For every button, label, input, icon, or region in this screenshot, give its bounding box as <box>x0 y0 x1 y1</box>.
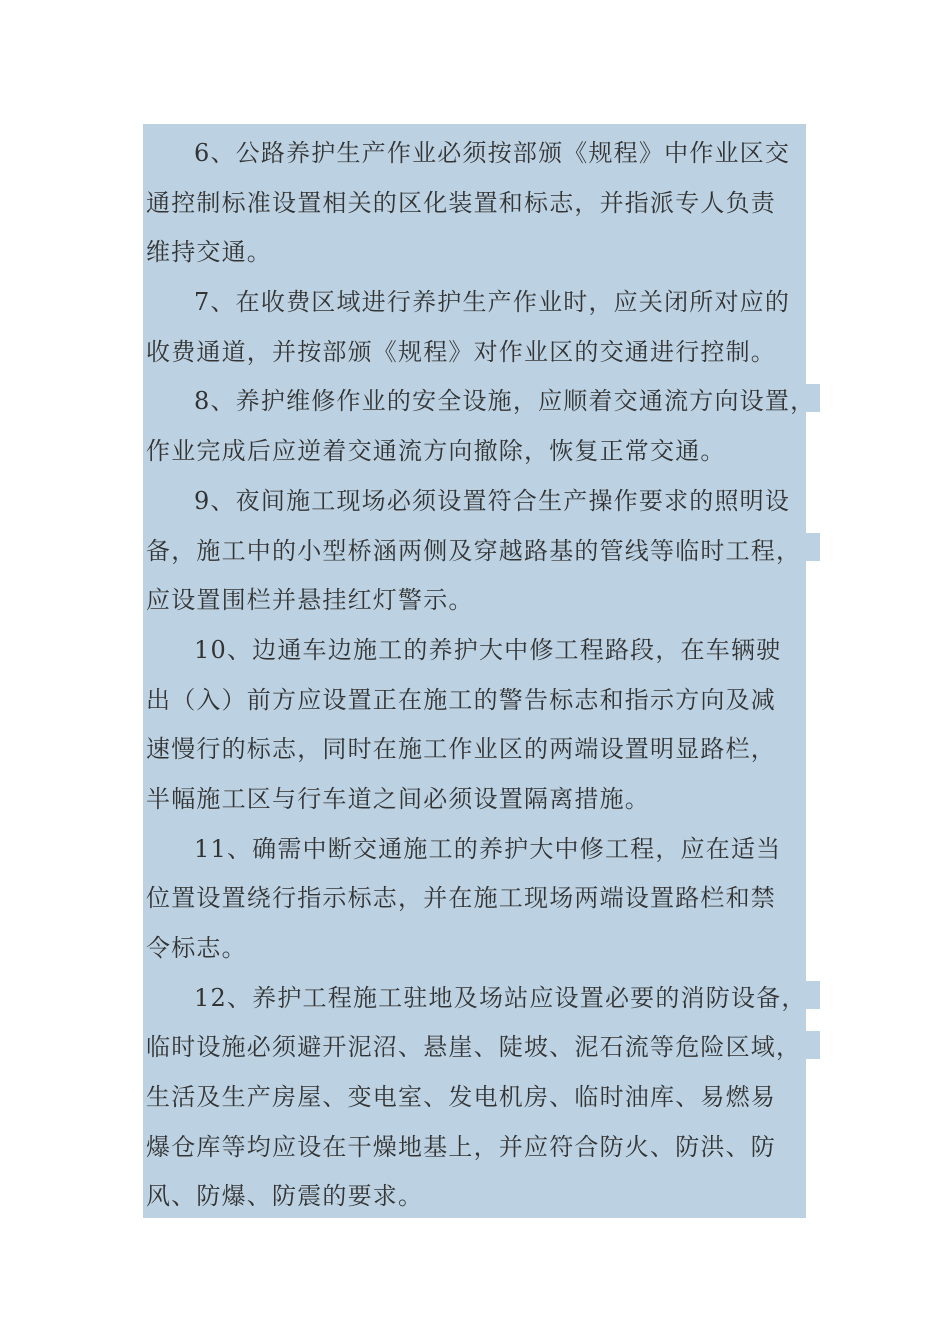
text-line: 风、防爆、防震的要求。 <box>146 1182 424 1211</box>
text-line: 9、夜间施工现场必须设置符合生产操作要求的照明设 <box>194 486 791 515</box>
text-line: 通控制标准设置相关的区化装置和标志，并指派专人负责 <box>146 188 776 217</box>
text-line: 8、养护维修作业的安全设施，应顺着交通流方向设置， <box>194 387 816 416</box>
paragraph-12 <box>146 974 846 1222</box>
text-line: 应设置围栏并悬挂红灯警示。 <box>146 586 474 615</box>
paragraph-6 <box>146 129 846 278</box>
text-line: 收费通道，并按部颁《规程》对作业区的交通进行控制。 <box>146 337 776 366</box>
text-line: 临时设施必须避开泥沼、悬崖、陡坡、泥石流等危险区域， <box>146 1033 802 1062</box>
text-line: 生活及生产房屋、变电室、发电机房、临时油库、易燃易 <box>146 1083 776 1112</box>
paragraph-7 <box>146 278 846 377</box>
paragraph-8 <box>146 377 846 476</box>
text-line: 7、在收费区域进行养护生产作业时，应关闭所对应的 <box>194 288 791 317</box>
text-line: 爆仓库等均应设在干燥地基上，并应符合防火、防洪、防 <box>146 1132 776 1161</box>
paragraph-11 <box>146 825 846 974</box>
text-line: 11、确需中断交通施工的养护大中修工程，应在适当 <box>194 834 782 863</box>
text-line: 12、养护工程施工驻地及场站应设置必要的消防设备， <box>194 983 807 1012</box>
text-line: 作业完成后应逆着交通流方向撤除，恢复正常交通。 <box>146 437 726 466</box>
text-line: 6、公路养护生产作业必须按部颁《规程》中作业区交 <box>194 139 791 167</box>
text-line: 半幅施工区与行车道之间必须设置隔离措施。 <box>146 784 650 813</box>
paragraph-9 <box>146 477 846 626</box>
text-line: 备，施工中的小型桥涵两侧及穿越路基的管线等临时工程， <box>146 536 802 565</box>
text-line: 10、边通车边施工的养护大中修工程路段，在车辆驶 <box>194 635 782 664</box>
text-line: 维持交通。 <box>146 238 272 267</box>
text-line: 速慢行的标志，同时在施工作业区的两端设置明显路栏， <box>146 735 776 764</box>
text-line: 位置设置绕行指示标志，并在施工现场两端设置路栏和禁 <box>146 884 776 913</box>
paragraph-10 <box>146 626 846 825</box>
document-body <box>146 129 846 1222</box>
text-line: 出（入）前方应设置正在施工的警告标志和指示方向及减 <box>146 685 776 714</box>
text-line: 令标志。 <box>146 934 247 962</box>
